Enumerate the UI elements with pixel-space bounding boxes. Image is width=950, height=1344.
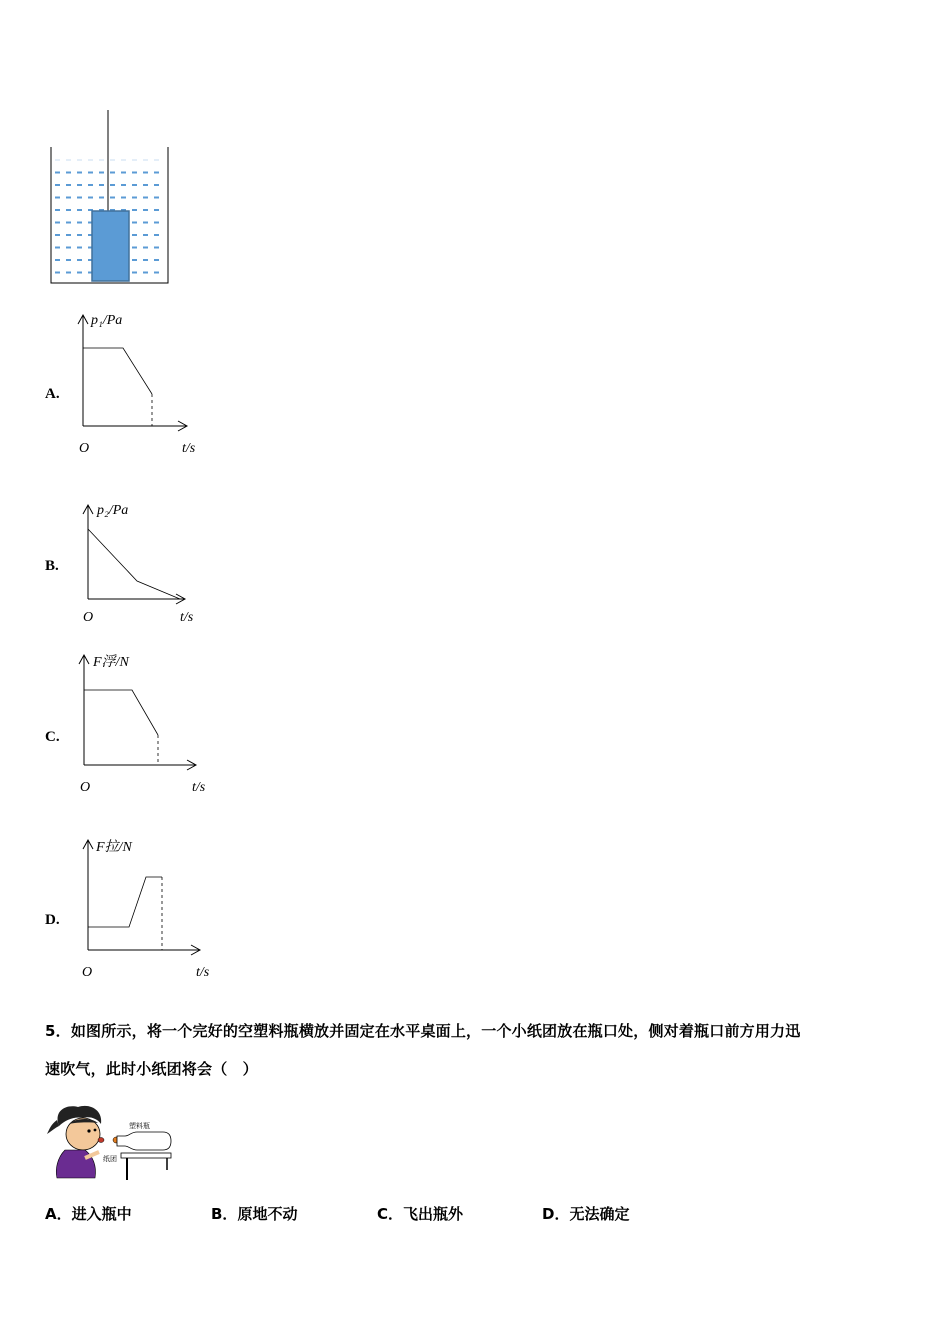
choice-c[interactable]: [377, 1203, 463, 1224]
question-5-line-1: 5．如图所示，将一个完好的空塑料瓶横放并固定在水平桌面上，一个小纸团放在瓶口处，侧对着瓶口前方用力迅: [45, 1022, 801, 1040]
graph-d-xaxis: t/s: [196, 965, 210, 980]
graph-c-xaxis: t/s: [192, 780, 206, 795]
option-d-label: D.: [45, 912, 60, 928]
graph-c-origin: O: [80, 780, 91, 795]
paper-label: 纸团: [103, 1155, 117, 1163]
graph-c-yaxis: F浮/N: [93, 655, 129, 670]
tank-figure: [45, 105, 175, 290]
graph-c: [76, 650, 226, 800]
blowing-bottle-figure: [45, 1100, 180, 1185]
choice-d[interactable]: [542, 1203, 629, 1224]
choice-b[interactable]: [211, 1203, 297, 1224]
choice-d-letter: D．: [542, 1205, 570, 1223]
graph-d: [80, 835, 230, 985]
choice-a-letter: A．: [45, 1205, 72, 1223]
bottle-label: 塑料瓶: [129, 1122, 150, 1130]
graph-b-origin: O: [83, 610, 94, 625]
graph-a-origin: O: [79, 441, 90, 456]
graph-d-yaxis: F拉/N: [96, 840, 132, 855]
option-a-label: A.: [45, 386, 60, 402]
graph-a-yaxis: p₁/Pa: [91, 313, 123, 328]
graph-c-line: [84, 690, 158, 735]
option-b-label: B.: [45, 558, 59, 574]
graph-b: [80, 500, 220, 630]
graph-d-origin: O: [82, 965, 93, 980]
graph-d-line: [88, 877, 162, 927]
graph-a-line: [83, 348, 152, 394]
choice-a-text: 进入瓶中: [71, 1205, 132, 1223]
choice-d-text: 无法确定: [569, 1205, 630, 1223]
graph-b-xaxis: t/s: [180, 610, 194, 625]
submerged-block: [92, 211, 129, 281]
choice-c-letter: C．: [377, 1205, 404, 1223]
question-5-line-2: 速吹气，此时小纸团将会（ ）: [45, 1060, 258, 1078]
graph-a-xaxis: t/s: [182, 441, 196, 456]
graph-b-yaxis: p₂/Pa: [97, 503, 129, 518]
choice-c-text: 飞出瓶外: [403, 1205, 464, 1223]
choice-a[interactable]: [45, 1203, 132, 1224]
option-c-label: C.: [45, 729, 60, 745]
choice-b-letter: B．: [211, 1205, 238, 1223]
choice-b-text: 原地不动: [237, 1205, 298, 1223]
graph-b-line: [88, 529, 180, 599]
graph-a: [75, 310, 215, 465]
